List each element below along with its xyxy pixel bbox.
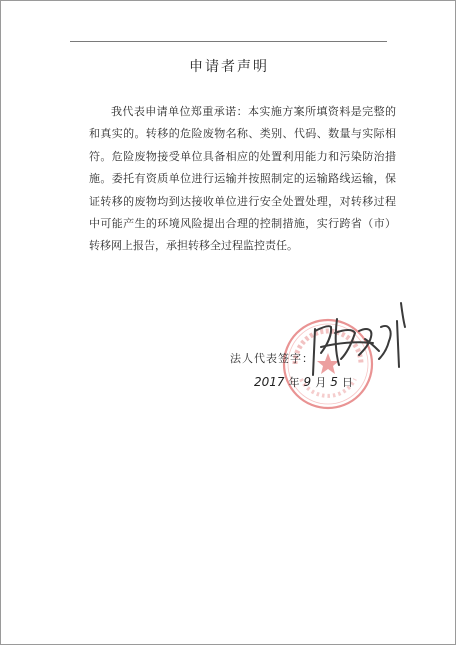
declaration-paragraph: 我代表申请单位郑重承诺：本实施方案所填资料是完整的和真实的。转移的危险废物名称、类别、代码、数量与实际相符。危险废物接受单位具备相应的处置利用能力和污染防治措施。委托有资质单位进行运输并按照制定的运输路线运输，保证转移的废物均到达接收单位进行安全处置处理，对转移过程中可能产生的环境风险提出合理的控制措施，实行跨省（市）转移网上报告，承担转移全过程监控责任。 xyxy=(89,105,396,253)
header-rule xyxy=(70,41,387,42)
date-month: 9 xyxy=(303,375,312,389)
date-year-unit: 年 xyxy=(288,376,300,389)
handwritten-signature-icon xyxy=(301,301,411,381)
signer-label: 法人代表签字： xyxy=(230,352,314,365)
date-day: 5 xyxy=(330,375,338,389)
page-title: 申请者声明 xyxy=(189,59,269,75)
date-day-unit: 日 xyxy=(341,376,353,389)
signature-date xyxy=(254,374,357,390)
date-year: 2017 xyxy=(254,375,285,389)
date-month-unit: 月 xyxy=(315,376,327,389)
